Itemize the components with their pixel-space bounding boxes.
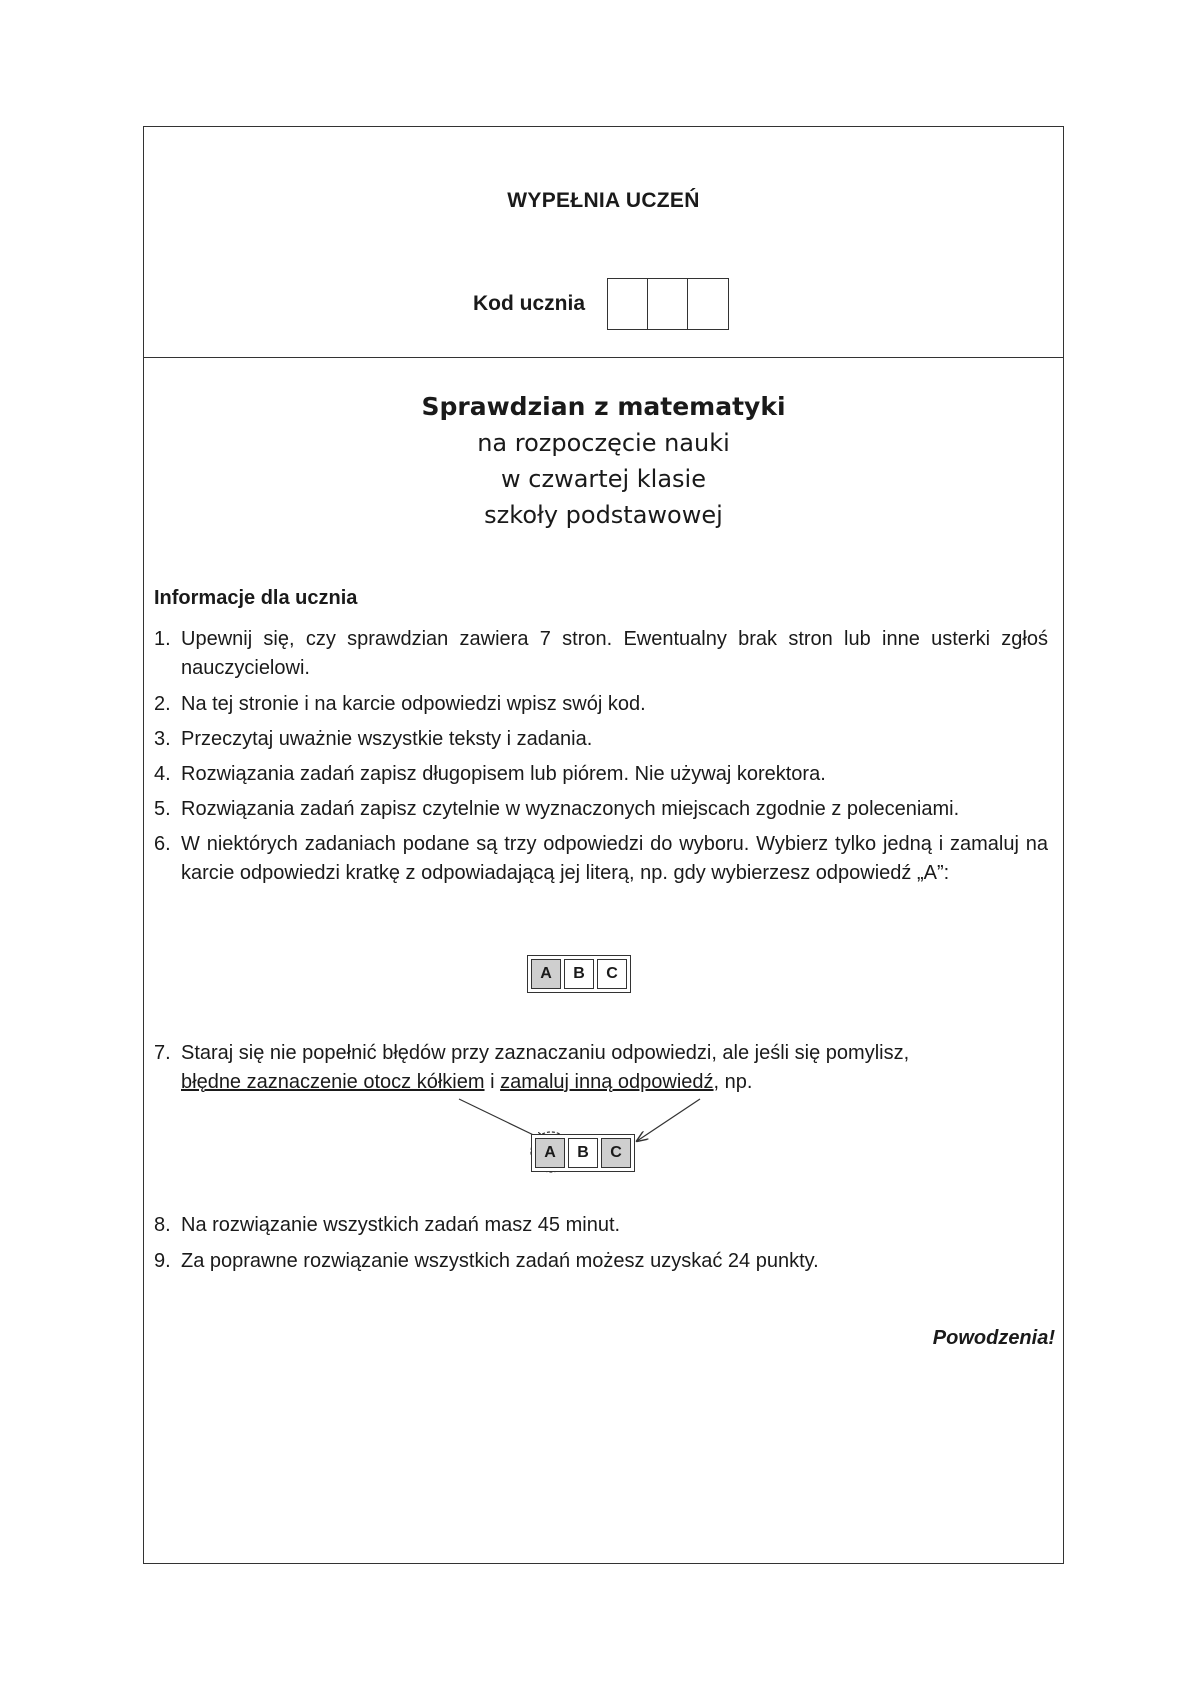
info-item-text: Rozwiązania zadań zapisz długopisem lub piórem. Nie używaj korektora. — [181, 763, 826, 785]
answer-cell-a: A — [531, 959, 561, 989]
info-item-number: 6. — [154, 833, 171, 855]
info-item-3 — [154, 725, 1048, 754]
exam-subtitle-line-4: szkoły podstawowej — [484, 501, 723, 529]
info-item-number: 3. — [154, 728, 171, 750]
info-item-7 — [154, 1039, 1048, 1097]
info-item-text: W niektórych zadaniach podane są trzy odpowiedzi do wyboru. Wybierz tylko jedną i zamaluj na karcie odpowiedzi kratkę z odpowiadającą jej literą, np. gdy wybierzesz odpowiedź „A”: — [181, 833, 1048, 884]
info-item-number: 8. — [154, 1214, 171, 1236]
info-item-text: Na tej stronie i na karcie odpowiedzi wpisz swój kod. — [181, 693, 646, 715]
answer-cell-b: B — [564, 959, 594, 989]
info-item-7-text-end: , np. — [713, 1071, 753, 1093]
info-item-4 — [154, 760, 1048, 789]
exam-frame — [143, 126, 1064, 1564]
student-code-label: Kod ucznia — [473, 292, 586, 315]
exam-title: Sprawdzian z matematyki — [421, 392, 786, 421]
example-answer-grid-filled — [527, 955, 631, 993]
info-item-number: 5. — [154, 798, 171, 820]
arrow-to-filled-answer — [637, 1099, 700, 1141]
info-item-2 — [154, 690, 1048, 719]
info-item-9 — [154, 1247, 1048, 1276]
answer-cell-c: C — [597, 959, 627, 989]
exam-subtitle-line-2: na rozpoczęcie nauki — [477, 429, 730, 457]
info-item-1 — [154, 625, 1048, 683]
student-code-row — [473, 277, 729, 331]
student-code-box-1[interactable] — [608, 279, 648, 329]
student-code-boxes — [607, 278, 729, 330]
example-answer-grid-corrected — [531, 1134, 635, 1172]
answer-cell-a-circled: A — [535, 1138, 565, 1168]
info-item-number: 7. — [154, 1042, 171, 1064]
student-code-box-2[interactable] — [648, 279, 688, 329]
answer-cell-b: B — [568, 1138, 598, 1168]
info-item-number: 2. — [154, 693, 171, 715]
exam-title-block — [144, 389, 1063, 533]
info-item-6 — [154, 830, 1048, 888]
info-item-text: Upewnij się, czy sprawdzian zawiera 7 stron. Ewentualny brak stron lub inne usterki zgłoś nauczycielowi. — [181, 628, 1048, 679]
info-item-text: Rozwiązania zadań zapisz czytelnie w wyznaczonych miejscach zgodnie z poleceniami. — [181, 798, 960, 820]
section-divider — [144, 357, 1063, 358]
info-item-text: Przeczytaj uważnie wszystkie teksty i zadania. — [181, 728, 593, 750]
info-item-number: 4. — [154, 763, 171, 785]
info-item-text — [181, 1039, 1048, 1097]
info-item-7-text-a: Staraj się nie popełnić błędów przy zaznaczaniu odpowiedzi, ale jeśli się pomylisz, — [181, 1042, 910, 1064]
info-item-text: Za poprawne rozwiązanie wszystkich zadań możesz uzyskać 24 punkty. — [181, 1250, 819, 1272]
info-item-text: Na rozwiązanie wszystkich zadań masz 45 minut. — [181, 1214, 621, 1236]
info-item-7-text-mid: i — [484, 1071, 501, 1093]
exam-subtitle-line-3: w czwartej klasie — [501, 465, 706, 493]
closing-wish: Powodzenia! — [932, 1327, 1055, 1349]
info-heading: Informacje dla ucznia — [154, 587, 358, 609]
student-code-box-3[interactable] — [688, 279, 728, 329]
info-item-number: 1. — [154, 628, 171, 650]
info-item-8 — [154, 1211, 1048, 1240]
info-item-7-underlined-1: błędne zaznaczenie otocz kółkiem — [181, 1071, 485, 1093]
info-item-5 — [154, 795, 1048, 824]
info-item-number: 9. — [154, 1250, 171, 1272]
student-fill-header: WYPEŁNIA UCZEŃ — [507, 189, 700, 212]
answer-cell-c-filled: C — [601, 1138, 631, 1168]
info-item-7-underlined-2: zamaluj inną odpowiedź — [500, 1071, 714, 1093]
